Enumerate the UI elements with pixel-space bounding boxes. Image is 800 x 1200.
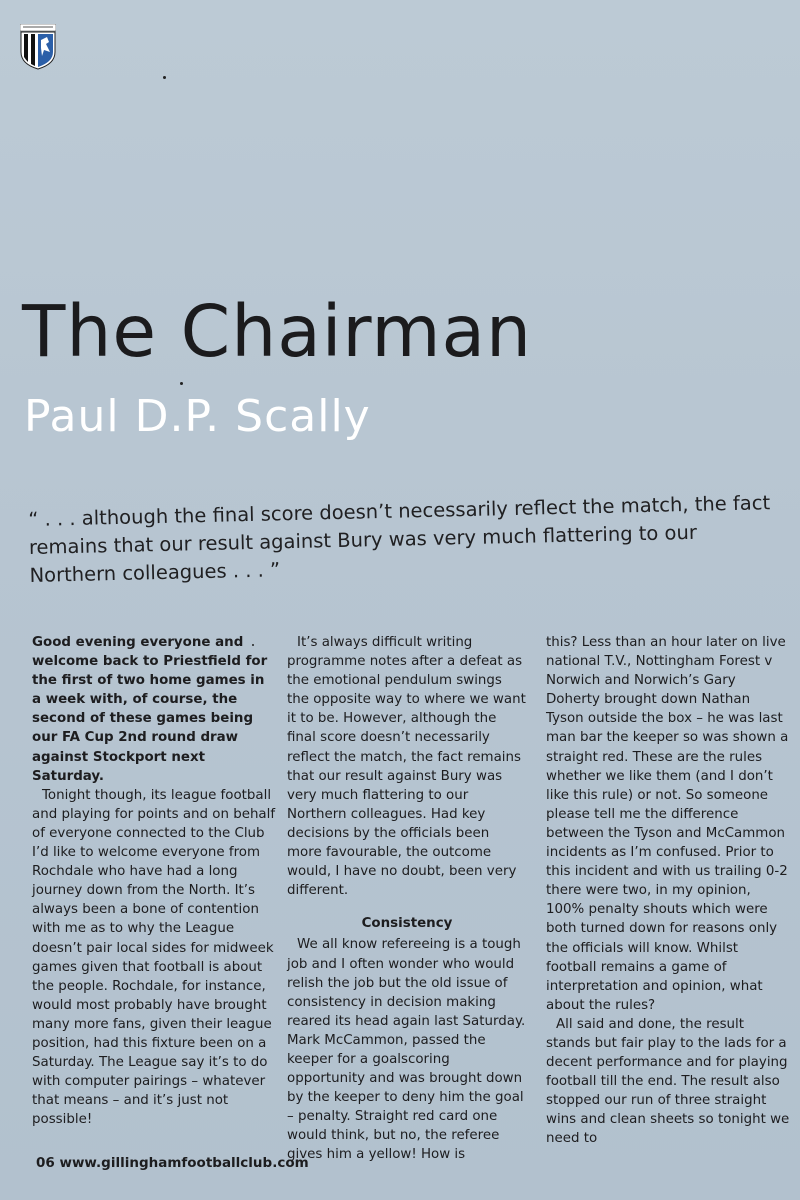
body-paragraph: All said and done, the result stands but fair play to the lads for a decent performance and for playing football till the end. The result also stopped our run of three straight wins and clean sheets so tonight we need to bbox=[546, 1016, 790, 1147]
body-paragraph: We all know refereeing is a tough job and I often wonder who would relish the job but the old issue of consistency in decision making reared its head again last Saturday. Mark McCammon, passed the keeper for a goalscoring opportunity and was brought down by the keeper to deny him the goal – penalty. Straight red card one would think, but no, the referee gives him a yellow! How is bbox=[287, 937, 526, 1163]
article-column-3 bbox=[546, 633, 791, 1149]
page-footer: 06 www.gillinghamfootballclub.com bbox=[36, 1155, 309, 1171]
lede-paragraph: Good evening everyone and welcome back to Priestfield for the first of two home games in a week with, of course, the second of these games being our FA Cup 2nd round draw against Stockport next Saturday. bbox=[32, 635, 268, 784]
print-speck bbox=[180, 382, 183, 385]
section-heading: Consistency bbox=[361, 916, 453, 932]
body-paragraph: Tonight though, its league football and playing for points and on behalf of everyone connected to the Club I’d like to welcome everyone from Rochdale who have had a long journey down from the North. It’s always been a bone of contention with me as to why the League doesn’t pair local sides for midweek games given that football is about the people. Rochdale, for instance, would most probably have brought many more fans, given their league position, had this fixture been on a Saturday. The League say it’s to do with computer pairings – whatever that means – and it’s just not possible! bbox=[32, 787, 276, 1128]
pull-quote: “ . . . although the final score doesn’t necessarily reflect the match, the fact remains that our result against Bury was very much flattering to our Northern colleagues . . . ” bbox=[28, 491, 771, 587]
author-name: Paul D.P. Scally bbox=[24, 391, 371, 442]
gillingham-fc-crest-icon bbox=[20, 24, 56, 70]
print-speck bbox=[163, 76, 166, 79]
club-crest-logo bbox=[20, 24, 56, 70]
body-paragraph: this? Less than an hour later on live national T.V., Nottingham Forest v Norwich and Norwich’s Gary Doherty brought down Nathan Tyson outside the box – he was last man bar the keeper so was shown a straight red. These are the rules whether we like them (and I don’t like this rule) or not. So someone please tell me the difference between the Tyson and McCammon incidents as I’m confused. Prior to this incident and with us trailing 0-2 there were two, in my opinion, 100% penalty shouts which were both turned down for reasons only the officials will know. Whilst football remains a game of interpretation and opinion, what about the rules? bbox=[546, 635, 789, 1013]
body-paragraph: It’s always difficult writing programme notes after a defeat as the emotional pendulum swings the opposite way to where we want it to be. However, although the final score doesn’t necessarily reflect the match, the fact remains that our result against Bury was very much flattering to our Northern colleagues. Had key decisions by the officials been more favourable, the outcome would, I have no doubt, been very different. bbox=[287, 635, 526, 899]
article-column-2 bbox=[287, 633, 527, 1165]
article-column-1 bbox=[32, 633, 277, 1129]
print-speck bbox=[252, 644, 254, 646]
page-title: The Chairman bbox=[22, 290, 533, 373]
